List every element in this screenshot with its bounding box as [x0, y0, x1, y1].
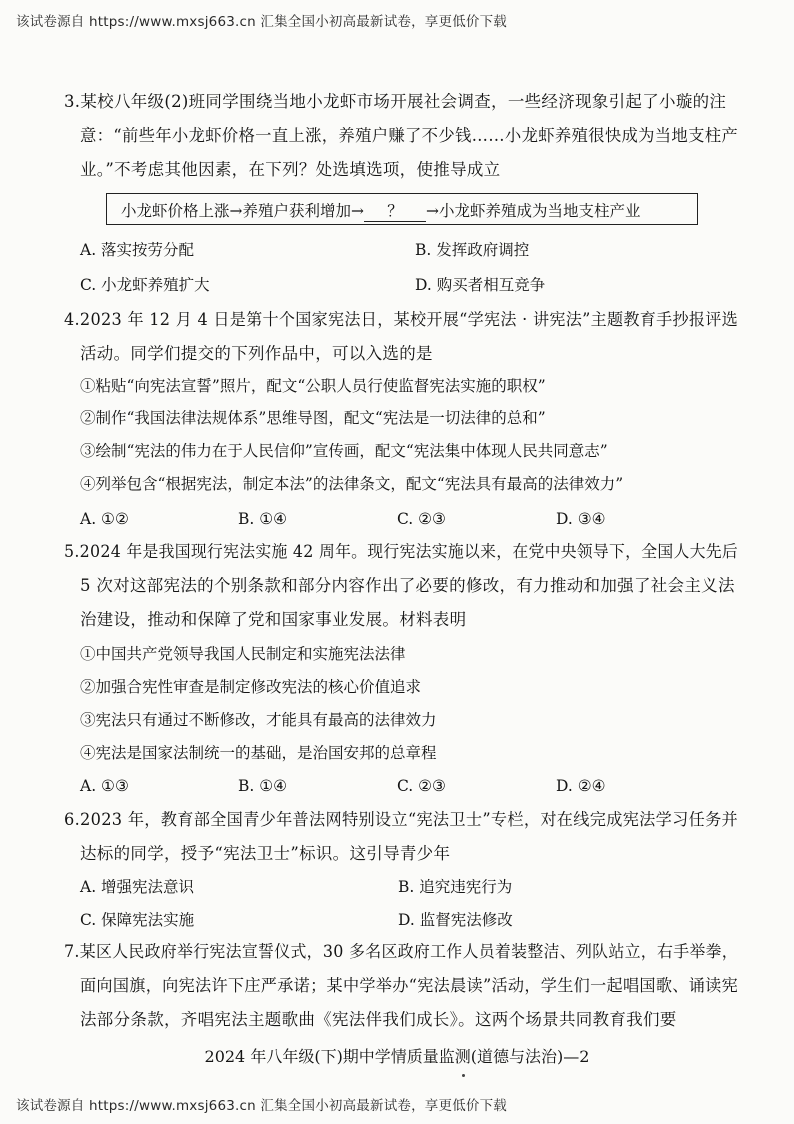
q7-line-1: 7.某区人民政府举行宪法宣誓仪式，30 多名区政府工作人员着装整洁、列队站立，右手举拳， — [64, 942, 739, 961]
q6-line-1: 6.2023 年，教育部全国青少年普法网特别设立“宪法卫士”专栏，对在线完成宪法学习任务并 — [64, 810, 739, 829]
q6-option-b: B. 追究违宪行为 — [398, 878, 513, 896]
q4-option-c: C. ②③ — [397, 510, 446, 528]
q3-option-a: A. 落实按劳分配 — [80, 241, 195, 259]
flow-after: →小龙虾养殖成为当地支柱产业 — [425, 202, 641, 220]
q3-option-d: D. 购买者相互竞争 — [415, 276, 546, 294]
q7-line-2: 面向国旗，向宪法许下庄严承诺；某中学举办“宪法晨读”活动，学生们一起唱国歌、诵读宪 — [80, 976, 739, 995]
q4-option-b: B. ①④ — [238, 510, 288, 528]
q6-option-a: A. 增强宪法意识 — [80, 878, 195, 896]
q6-option-c: C. 保障宪法实施 — [80, 911, 195, 929]
q3-option-c: C. 小龙虾养殖扩大 — [80, 276, 210, 294]
q5-option-d: D. ②④ — [556, 777, 606, 795]
q6-option-d: D. 监督宪法修改 — [398, 911, 513, 929]
q5-line-1: 5.2024 年是我国现行宪法实施 42 周年。现行宪法实施以来，在党中央领导下，全国人大先后 — [64, 542, 738, 561]
q4-item-3: ③绘制“宪法的伟力在于人民信仰”宣传画，配文“宪法集中体现人民共同意志” — [80, 442, 608, 460]
scan-speck — [462, 1074, 465, 1077]
q3-line-1: 3.某校八年级(2)班同学围绕当地小龙虾市场开展社会调查，一些经济现象引起了小璇的注 — [64, 92, 727, 111]
q3-option-b: B. 发挥政府调控 — [415, 241, 530, 259]
q4-option-a: A. ①② — [80, 510, 129, 528]
q4-option-d: D. ③④ — [556, 510, 606, 528]
q5-option-a: A. ①③ — [80, 777, 129, 795]
q4-item-2: ②制作“我国法律法规体系”思维导图，配文“宪法是一切法律的总和” — [80, 409, 546, 427]
q5-line-3: 治建设，推动和保障了党和国家事业发展。材料表明 — [80, 610, 467, 629]
flow-diagram-box — [106, 193, 698, 225]
q6-line-2: 达标的同学，授予“宪法卫士”标识。这引导青少年 — [80, 844, 451, 863]
q3-line-2: 意：“前些年小龙虾价格一直上涨，养殖户赚了不少钱……小龙虾养殖很快成为当地支柱产 — [80, 126, 739, 145]
q4-line-2: 活动。同学们提交的下列作品中，可以入选的是 — [80, 344, 433, 363]
q5-line-2: 5 次对这部宪法的个别条款和部分内容作出了必要的修改，有力推动和加强了社会主义法 — [80, 576, 735, 595]
q5-item-2: ②加强合宪性审查是制定修改宪法的核心价值追求 — [80, 678, 422, 696]
page-footer: 2024 年八年级(下)期中学情质量监测(道德与法治)—2 — [204, 1047, 590, 1066]
source-banner-top: 该试卷源自 https://www.mxsj663.cn 汇集全国小初高最新试卷，享更低价下载 — [16, 14, 508, 30]
source-banner-bottom: 该试卷源自 https://www.mxsj663.cn 汇集全国小初高最新试卷，享更低价下载 — [16, 1098, 508, 1114]
q5-item-3: ③宪法只有通过不断修改，才能具有最高的法律效力 — [80, 711, 437, 729]
q4-line-1: 4.2023 年 12 月 4 日是第十个国家宪法日，某校开展“学宪法 · 讲宪法”主题教育手抄报评选 — [64, 310, 739, 329]
q5-item-1: ①中国共产党领导我国人民制定和实施宪法法律 — [80, 645, 406, 663]
flow-blank: ？ — [364, 199, 426, 222]
flow-diagram-text — [121, 199, 640, 222]
q7-line-3: 法部分条款，齐唱宪法主题歌曲《宪法伴我们成长》。这两个场景共同教育我们要 — [80, 1010, 677, 1029]
q5-option-c: C. ②③ — [397, 777, 446, 795]
flow-before: 小龙虾价格上涨→养殖户获利增加→ — [121, 202, 364, 220]
q3-line-3: 业。”不考虑其他因素，在下列？处选填选项，使推导成立 — [80, 160, 501, 179]
q4-item-4: ④列举包含“根据宪法，制定本法”的法律条文，配文“宪法具有最高的法律效力” — [80, 475, 624, 493]
q5-item-4: ④宪法是国家法制统一的基础，是治国安邦的总章程 — [80, 744, 437, 762]
q4-item-1: ①粘贴“向宪法宣誓”照片，配文“公职人员行使监督宪法实施的职权” — [80, 377, 546, 395]
q5-option-b: B. ①④ — [238, 777, 288, 795]
